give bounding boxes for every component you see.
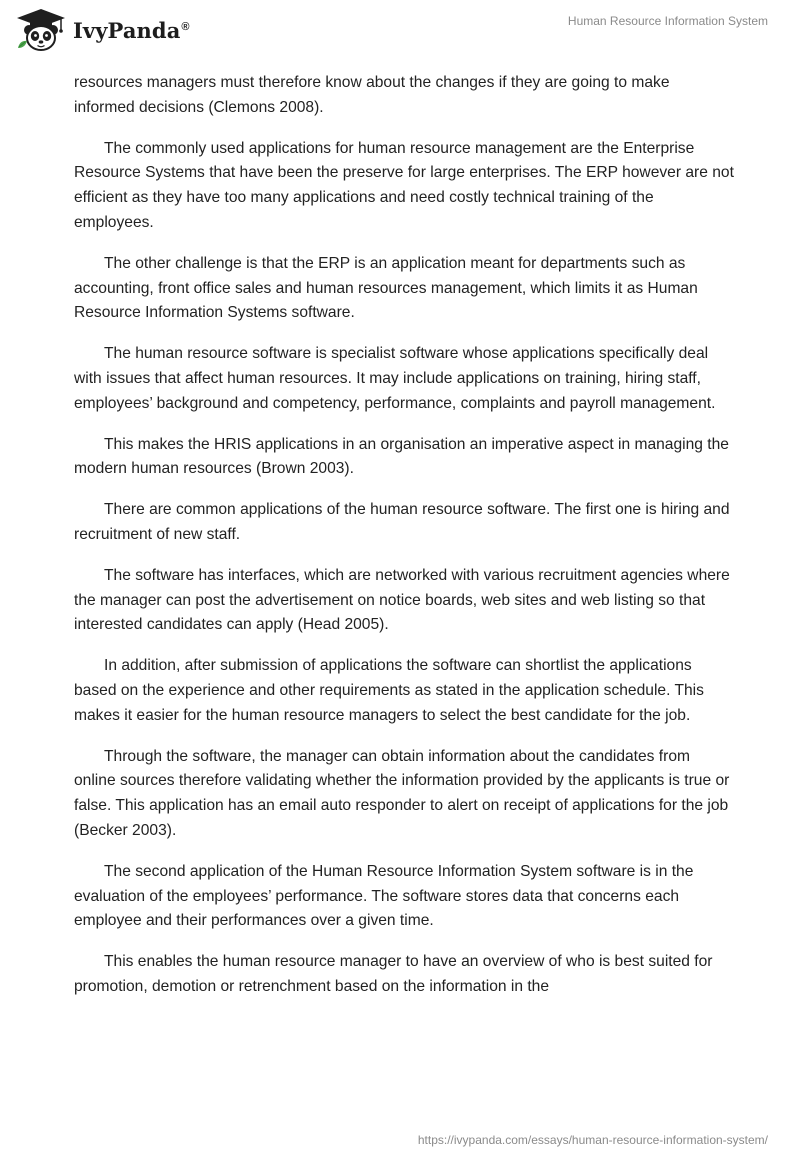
brand-text: IvyPanda: [73, 17, 181, 43]
paragraph: The second application of the Human Resource Information System software is in the evaluation of the employees’ performance. The software stores data that concerns each employee and their performances over a given time.: [74, 862, 694, 930]
paragraph: There are common applications of the human resource software. The first one is hiring and recruitment of new staff.: [74, 501, 730, 543]
paragraph: The commonly used applications for human resource management are the Enterprise Resource Systems that have been the preserve for large enterprises. The ERP however are not efficient as they have too many applications and need costly technical training of the employees.: [74, 139, 734, 231]
paragraph: Through the software, the manager can obtain information about the candidates from online sources therefore validating whether the information provided by the applicants is true or false. This application has an email auto responder to alert on receipt of applications for the job (Becker 2003).: [74, 747, 730, 839]
source-url[interactable]: https://ivypanda.com/essays/human-resource-information-system/: [417, 1133, 768, 1147]
panda-graduate-icon: [15, 8, 67, 52]
paragraph: In addition, after submission of applications the software can shortlist the applications based on the experience and other requirements as stated in the application schedule. This makes it easier for the human resource managers to select the best candidate for the job.: [74, 657, 704, 724]
paragraph: This makes the HRIS applications in an organisation an imperative aspect in managing the modern human resources (Brown 2003).: [74, 435, 729, 478]
paragraph: The software has interfaces, which are networked with various recruitment agencies where the manager can post the advertisement on notice boards, web sites and web listing so that interested candidates can apply (Head 2005).: [74, 566, 730, 634]
paragraph: resources managers must therefore know about the changes if they are going to make informed decisions (Clemons 2008).: [74, 74, 670, 116]
paragraph: This enables the human resource manager to have an overview of who is best suited for promotion, demotion or retrenchment based on the information in the: [74, 953, 713, 995]
document-title: Human Resource Information System: [567, 14, 768, 28]
registered-mark: ®: [181, 20, 190, 33]
essay-body: [74, 71, 734, 1016]
paragraph: The other challenge is that the ERP is an application meant for departments such as accounting, front office sales and human resources management, which limits it as Human Resource Information Systems software.: [74, 254, 698, 322]
page-header: [0, 0, 800, 60]
ivypanda-logo[interactable]: [15, 8, 190, 52]
paragraph: The human resource software is specialist software whose applications specifically deal with issues that affect human resources. It may include applications on training, hiring staff, employees’ background and competency, performance, complaints and payroll management.: [74, 345, 716, 412]
brand-name: [73, 18, 190, 43]
